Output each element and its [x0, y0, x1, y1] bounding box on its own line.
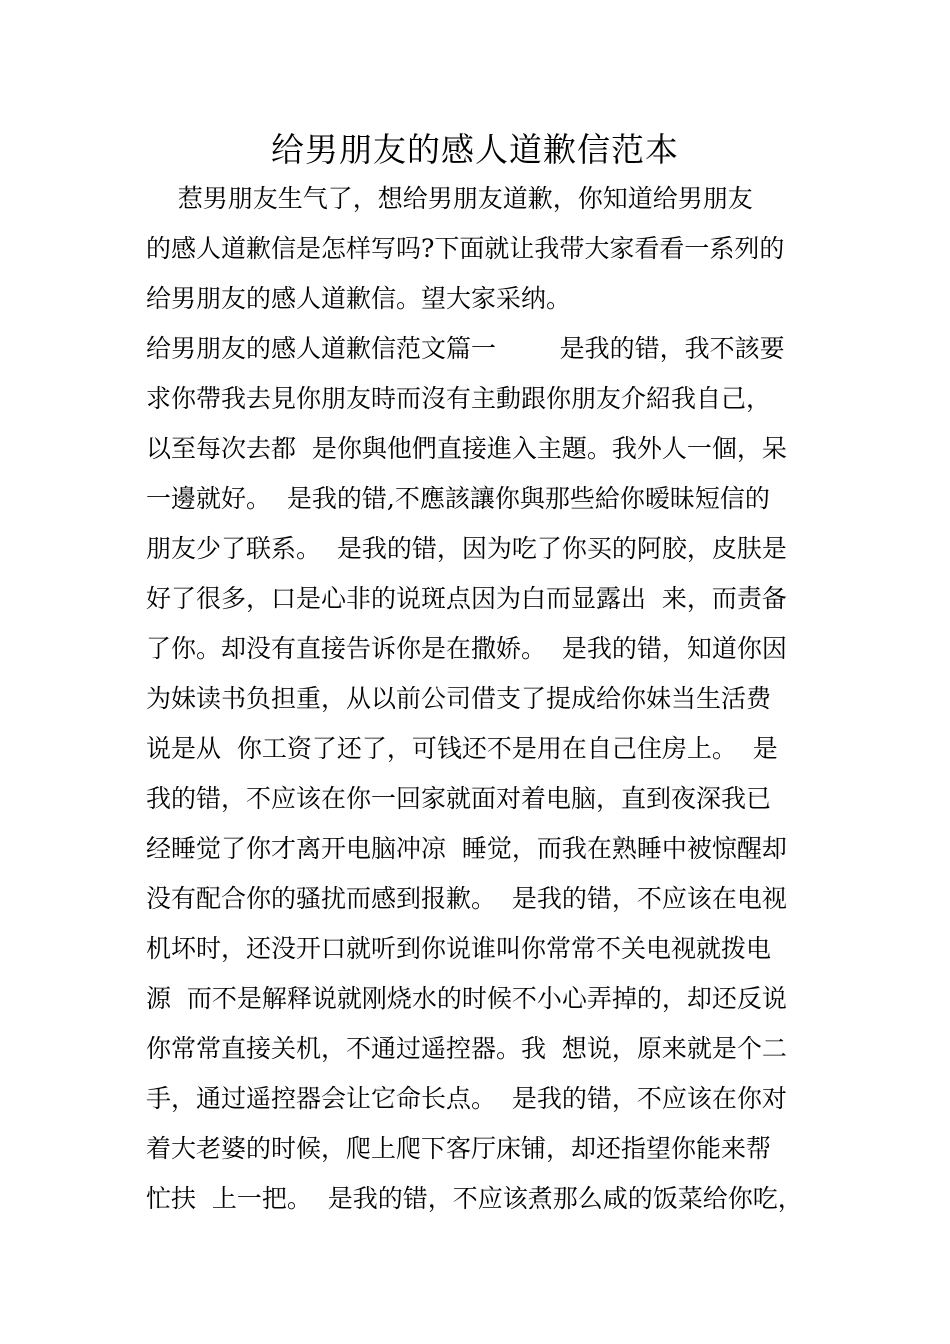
body-line: 为妹读书负担重，从以前公司借支了提成给你妹当生活费: [146, 684, 772, 713]
body-line: 求你帶我去見你朋友時而沒有主動跟你朋友介紹我自己，: [146, 384, 772, 413]
body-line: 没有配合你的骚扰而感到报歉。 是我的错，不应该在电视: [146, 884, 787, 913]
document-title: 给男朋友的感人道歉信范本: [271, 130, 679, 169]
body-line: 手，通过遥控器会让它命长点。 是我的错，不应该在你对: [146, 1084, 787, 1113]
body-line: 给男朋友的感人道歉信。望大家采纳。: [146, 284, 572, 313]
body-line: 忙扶 上一把。 是我的错，不应该煮那么咸的饭菜给你吃，: [146, 1184, 803, 1213]
body-line: 以至每次去都 是你與他們直接進入主題。我外人一個，呆: [146, 434, 787, 463]
body-line: 给男朋友的感人道歉信范文篇一 是我的错，我不該要: [146, 334, 785, 363]
body-line: 源 而不是解释说就刚烧水的时候不小心弄掉的，却还反说: [146, 984, 787, 1013]
body-line: 着大老婆的时候，爬上爬下客厅床铺，却还指望你能来帮: [146, 1134, 772, 1163]
body-line: 了你。却没有直接告诉你是在撒娇。 是我的错，知道你因: [146, 634, 787, 663]
body-line: 朋友少了联系。 是我的错，因为吃了你买的阿胶，皮肤是: [146, 534, 787, 563]
body-line: 一邊就好。 是我的错,不應該讓你與那些給你暧昧短信的: [146, 484, 770, 513]
body-line: 的感人道歉信是怎样写吗?下面就让我带大家看看一系列的: [146, 234, 785, 263]
body-line: 经睡觉了你才离开电脑冲凉 睡觉，而我在熟睡中被惊醒却: [146, 834, 787, 863]
body-line: 惹男朋友生气了，想给男朋友道歉，你知道给男朋友: [146, 184, 753, 213]
body-line: 你常常直接关机，不通过遥控器。我 想说，原来就是个二: [146, 1034, 787, 1063]
body-line: 我的错，不应该在你一回家就面对着电脑，直到夜深我已: [146, 784, 772, 813]
body-line: 说是从 你工资了还了，可钱还不是用在自己住房上。 是: [146, 734, 778, 763]
body-line: 好了很多，口是心非的说斑点因为白而显露出 来，而责备: [146, 584, 787, 613]
body-line: 机坏时，还没开口就听到你说谁叫你常常不关电视就拨电: [146, 934, 772, 963]
